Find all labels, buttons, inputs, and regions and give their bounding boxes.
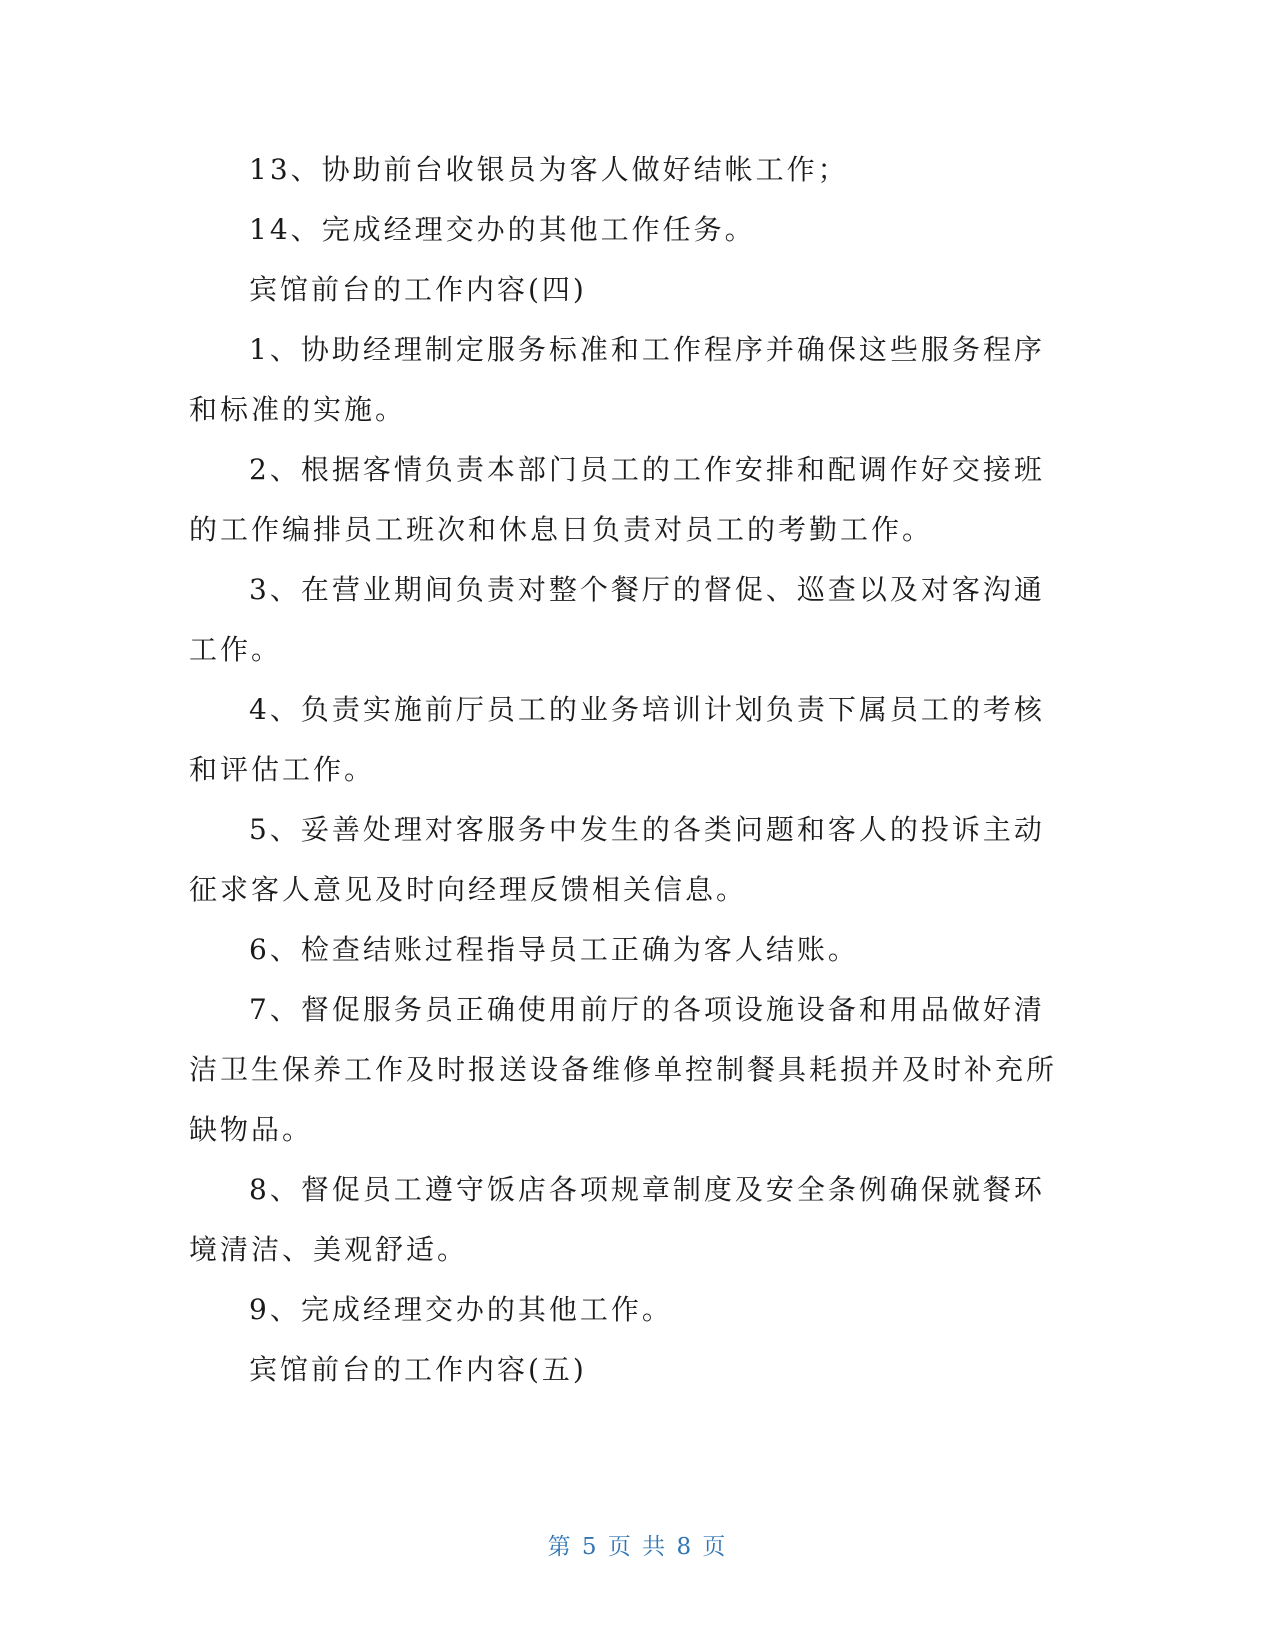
list-item: 6、检查结账过程指导员工正确为客人结账。: [249, 933, 859, 966]
list-item: 2、根据客情负责本部门员工的工作安排和配调作好交接班的工作编排员工班次和休息日负责对员工的考勤工作。: [189, 453, 1045, 546]
list-item: 8、督促员工遵守饭店各项规章制度及安全条例确保就餐环境清洁、美观舒适。: [189, 1173, 1045, 1266]
list-item: 14、完成经理交办的其他工作任务。: [249, 213, 756, 246]
list-item: 13、协助前台收银员为客人做好结帐工作；: [249, 153, 849, 186]
list-item: 9、完成经理交办的其他工作。: [249, 1293, 673, 1326]
section-heading: 宾馆前台的工作内容(四): [249, 273, 587, 306]
list-item: 3、在营业期间负责对整个餐厅的督促、巡查以及对客沟通工作。: [189, 573, 1045, 666]
list-item: 5、妥善处理对客服务中发生的各类问题和客人的投诉主动征求客人意见及时向经理反馈相关信息。: [189, 813, 1045, 906]
section-heading: 宾馆前台的工作内容(五): [249, 1353, 587, 1386]
page-number-footer: 第 5 页 共 8 页: [547, 1534, 728, 1560]
list-item: 7、督促服务员正确使用前厅的各项设施设备和用品做好清洁卫生保养工作及时报送设备维修单控制餐具耗损并及时补充所缺物品。: [189, 993, 1058, 1146]
list-item: 1、协助经理制定服务标准和工作程序并确保这些服务程序和标准的实施。: [189, 333, 1045, 426]
document-body: [189, 140, 1069, 1400]
list-item: 4、负责实施前厅员工的业务培训计划负责下属员工的考核和评估工作。: [189, 693, 1045, 786]
